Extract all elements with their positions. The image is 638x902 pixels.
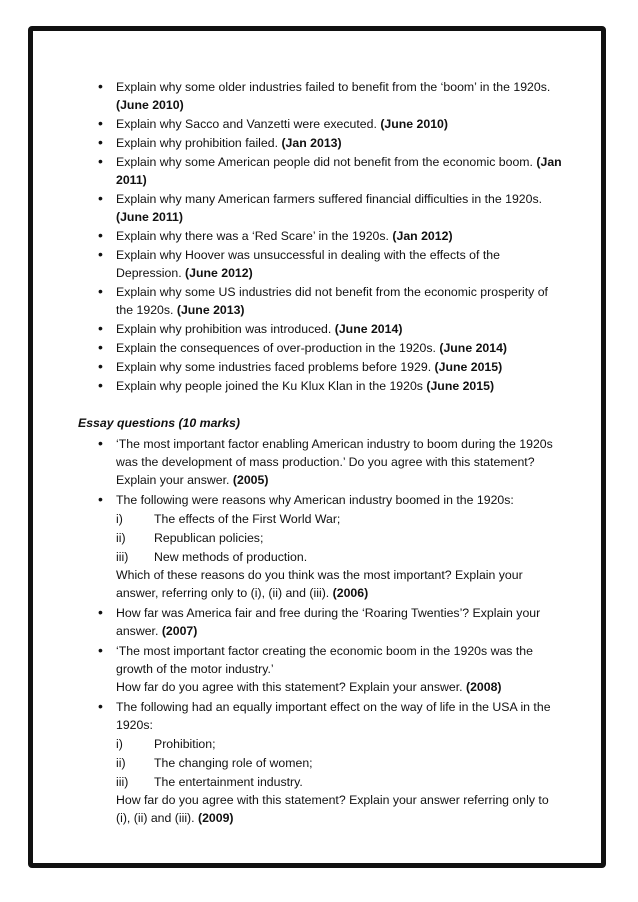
list-item: • Explain the consequences of over-production in the 1920s. (June 2014) — [78, 339, 564, 357]
list-item: • Explain why prohibition was introduced. (June 2014) — [78, 320, 564, 338]
list-item: • The following had an equally important effect on the way of life in the USA in the 1920s: i) Prohibition; ii) The changing role of women; iii) The entertainment industry. How far do you agree with this statement? Explain your answer referring only to (i), (ii) and (iii). (2009) — [78, 698, 564, 827]
list-item: • Explain why people joined the Ku Klux Klan in the 1920s (June 2015) — [78, 377, 564, 395]
short-question-list — [78, 78, 564, 395]
list-item: • Explain why some US industries did not benefit from the economic prosperity of the 1920s. (June 2013) — [78, 283, 564, 319]
question-sheet — [78, 78, 564, 829]
list-item: • ‘The most important factor creating the economic boom in the 1920s was the growth of the motor industry.’ How far do you agree with this statement? Explain your answer. (2008) — [78, 642, 564, 696]
sub-item: iii) The entertainment industry. — [116, 775, 303, 789]
list-item: • Explain why prohibition failed. (Jan 2013) — [78, 134, 564, 152]
list-item: • Explain why Sacco and Vanzetti were executed. (June 2010) — [78, 115, 564, 133]
essay-question-list — [78, 435, 564, 827]
list-item: • The following were reasons why American industry boomed in the 1920s: i) The effects of the First World War; ii) Republican policies; iii) New methods of production. Which of these reasons do you think was the most important? Explain your answer, referring only to (i), (ii) and (iii). (2006) — [78, 491, 564, 602]
list-item: • Explain why there was a ‘Red Scare’ in the 1920s. (Jan 2012) — [78, 227, 564, 245]
sub-item: i) Prohibition; — [116, 737, 216, 751]
sub-item: ii) Republican policies; — [116, 531, 264, 545]
essay-heading: Essay questions (10 marks) — [78, 416, 240, 430]
list-item: • Explain why many American farmers suffered financial difficulties in the 1920s. (June 2011) — [78, 190, 564, 226]
list-item: • Explain why Hoover was unsuccessful in dealing with the effects of the Depression. (June 2012) — [78, 246, 564, 282]
sub-item: ii) The changing role of women; — [116, 756, 313, 770]
sub-item: i) The effects of the First World War; — [116, 512, 341, 526]
list-item: • Explain why some older industries failed to benefit from the ‘boom’ in the 1920s. (June 2010) — [78, 78, 564, 114]
list-item: • How far was America fair and free during the ‘Roaring Twenties’? Explain your answer. (2007) — [78, 604, 564, 640]
list-item: • ‘The most important factor enabling American industry to boom during the 1920s was the development of mass production.’ Do you agree with this statement? Explain your answer. (2005) — [78, 435, 564, 489]
list-item: • Explain why some American people did not benefit from the economic boom. (Jan 2011) — [78, 153, 564, 189]
list-item: • Explain why some industries faced problems before 1929. (June 2015) — [78, 358, 564, 376]
sub-item: iii) New methods of production. — [116, 550, 308, 564]
